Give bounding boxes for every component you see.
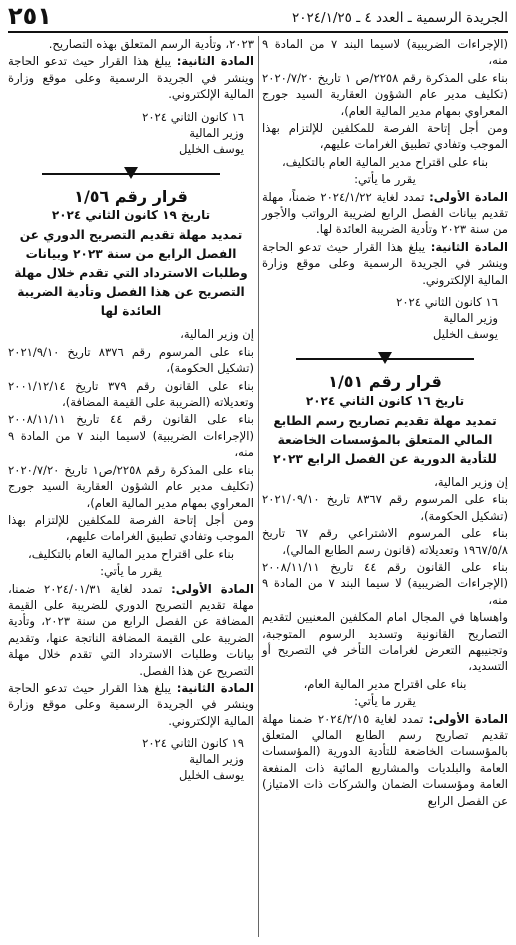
signature-date: ١٦ كانون الثاني ٢٠٢٤ xyxy=(142,109,244,124)
signature-title: وزير المالية xyxy=(189,125,244,140)
legal-basis: ومن أجل إتاحة الفرصة للمكلفين للإلتزام بهذا الموجب وتفادي تطبيق الغرامات عليهم، xyxy=(8,512,254,544)
article-text: يبلغ هذا القرار حيث تدعو الحاجة وينشر في الجريدة الرسمية وعلى موقع وزارة المالية الإلكتروني. xyxy=(262,239,508,287)
decides-line: يقرر ما يأتي: xyxy=(354,694,416,709)
body-paragraph: ٢٠٢٣، وتأدية الرسم المتعلق بهذه التصاريح. xyxy=(48,37,254,51)
decision-subject: تمديد مهلة تقديم التصريح الدوري عن الفصل الرابع من سنة ٢٠٢٣ وبيانات وطلبات الاسترداد التي تقدم خلال مهلة التصريح عن هذا الفصل وتأدية الضريبة العائدة لها xyxy=(14,228,248,319)
legal-basis: واهساها في المجال امام المكلفين المعنيين لتقديم التصاريح القانونية وتسديد الرسوم المتوجبة، وتجنيبهم التعرض لغرامات التأخر في التصريح أو التسديد، xyxy=(262,610,508,674)
body-paragraph: بناء على اقتراح مدير المالية العام بالتكليف، xyxy=(281,154,489,169)
article-label: المادة الثانية: xyxy=(176,54,254,69)
body-paragraph: (الإجراءات الضريبية) لاسيما البند ٧ من المادة ٩ منه، xyxy=(262,37,508,68)
signature-date: ١٦ كانون الثاني ٢٠٢٤ xyxy=(396,295,498,310)
signature-title: وزير المالية xyxy=(443,311,498,326)
article-paragraph xyxy=(262,239,508,288)
article-label: المادة الثانية: xyxy=(176,680,254,695)
signature-block xyxy=(262,294,498,342)
article-label: المادة الأولى: xyxy=(171,581,254,596)
minister-line: إن وزير المالية، xyxy=(434,474,508,489)
article-paragraph xyxy=(8,680,254,729)
signature-name: يوسف الخليل xyxy=(179,768,244,783)
page-number: ٢٥١ xyxy=(8,2,52,30)
decides-line: يقرر ما يأتي: xyxy=(100,564,162,579)
article-text: تمدد لغاية ٢٠٢٤/١/٢٢ ضمناً، مهلة تقديم بيانات الفصل الرابع لضريبة الرواتب والأجور من سنة ٢٠٢٣ وتأدية الضريبة العائدة لها. xyxy=(262,189,508,237)
legal-basis: بناء على اقتراح مدير المالية العام بالتكليف، xyxy=(27,546,235,561)
decides-line: يقرر ما يأتي: xyxy=(354,172,416,187)
decision-title: قرار رقم ١/٥٦ xyxy=(74,186,188,206)
decision-title: قرار رقم ١/٥١ xyxy=(328,372,442,392)
section-separator xyxy=(8,165,254,183)
page-header xyxy=(8,4,508,30)
signature-name: يوسف الخليل xyxy=(179,141,244,156)
legal-basis: بناء على المرسوم رقم ٨٣٦٧ تاريخ ٢٠٢١/٠٩/١٠ (تشكيل الحكومة)، xyxy=(262,492,508,523)
right-column xyxy=(262,36,508,810)
signature-title: وزير المالية xyxy=(189,752,244,767)
article-label: المادة الثانية: xyxy=(430,239,508,254)
article-paragraph xyxy=(262,189,508,238)
article-text: تمدد لغاية ٢٠٢٤/٠١/٣١ ضمنا، مهلة تقديم التصريح الدوري للضريبة على القيمة المضافة عن الفصل الرابع من سنة ٢٠٢٣، وتأدية الضريبة على القيمة المضافة الناتجة عنها، وتقديم بيانات وطلبات الاسترداد التي تقدم خلال مهلة التصريح عن هذا الفصل. xyxy=(8,581,254,678)
article-paragraph xyxy=(8,53,254,102)
article-label: المادة الأولى: xyxy=(429,189,508,204)
signature-name: يوسف الخليل xyxy=(433,327,498,342)
article-paragraph xyxy=(262,711,508,809)
column-divider xyxy=(258,36,259,937)
body-paragraph: بناء على المذكرة رقم ٢٢٥٨/ص ١ تاريخ ٢٠٢٠/٧/٢٠ (تكليف مدير عام الشؤون العقارية السيد جورج المعراوي بمهام مدير المالية العام)، xyxy=(262,70,508,118)
article-text: يبلغ هذا القرار حيث تدعو الحاجة وينشر في الجريدة الرسمية وعلى موقع وزارة المالية الإلكتروني. xyxy=(8,680,254,728)
running-title: الجريدة الرسمية ـ العدد ٤ ـ ٢٠٢٤/١/٢٥ xyxy=(292,10,508,26)
header-rule xyxy=(8,31,508,33)
legal-basis: بناء على القانون رقم ٤٤ تاريخ ٢٠٠٨/١١/١١ (الإجراءات الضريبية) لاسيما البند ٧ من المادة ٩ منه، xyxy=(8,412,254,460)
minister-line: إن وزير المالية، xyxy=(180,327,254,342)
legal-basis: بناء على القانون رقم ٤٤ تاريخ ٢٠٠٨/١١/١١ (الإجراءات الضريبية) لا سيما البند ٧ من المادة ٩ منه، xyxy=(262,559,508,607)
article-paragraph xyxy=(8,581,254,679)
legal-basis: بناء على اقتراح مدير المالية العام، xyxy=(303,676,467,691)
decision-date: تاريخ ١٩ كانون الثاني ٢٠٢٤ xyxy=(51,208,211,223)
signature-block xyxy=(8,735,244,783)
body-paragraph: ومن أجل إتاحة الفرصة للمكلفين للإلتزام بهذا الموجب وتفادي تطبيق الغرامات عليهم، xyxy=(262,121,508,152)
left-column xyxy=(8,36,254,783)
legal-basis: بناء على القانون رقم ٣٧٩ تاريخ ٢٠٠١/١٢/١٤ وتعديلاته (الضريبة على القيمة المضافة)، xyxy=(8,378,254,410)
article-label: المادة الأولى: xyxy=(428,711,508,726)
decision-date: تاريخ ١٦ كانون الثاني ٢٠٢٤ xyxy=(305,393,465,408)
legal-basis: بناء على المذكرة رقم ٢٢٥٨/ص١ تاريخ ٢٠٢٠/٧/٢٠ (تكليف مدير عام الشؤون العقارية السيد جورج المعراوي بمهام مدير المالية العام)، xyxy=(8,462,254,510)
legal-basis: بناء على المرسوم الاشتراعي رقم ٦٧ تاريخ ١٩٦٧/٥/٨ وتعديلاته (قانون رسم الطابع المالي)، xyxy=(262,526,508,557)
decision-subject: تمديد مهلة تقديم تصاريح رسم الطابع المالي المتعلق بالمؤسسات الخاضعة للتأدية الدورية عن الفصل الرابع ٢٠٢٣ xyxy=(273,413,497,466)
legal-basis: بناء على المرسوم رقم ٨٣٧٦ تاريخ ٢٠٢١/٩/١٠ (تشكيل الحكومة)، xyxy=(8,344,254,376)
signature-date: ١٩ كانون الثاني ٢٠٢٤ xyxy=(142,736,244,751)
section-separator xyxy=(262,350,508,368)
signature-block xyxy=(8,109,244,157)
article-text: تمدد لغاية ٢٠٢٤/٢/١٥ ضمنا مهلة تقديم تصاريح رسم الطابع المالي المتعلق بالمؤسسات الخاضعة للتأدية الدورية (المؤسسات العامة والبلديات والمشاريع المائية ذات المنفعة العامة ومؤسسات الضمان والشركات ذات الامتياز) عن الفصل الرابع xyxy=(262,711,508,808)
article-text: يبلغ هذا القرار حيث تدعو الحاجة وينشر في الجريدة الرسمية وعلى موقع وزارة المالية الإلكتروني. xyxy=(8,54,254,102)
